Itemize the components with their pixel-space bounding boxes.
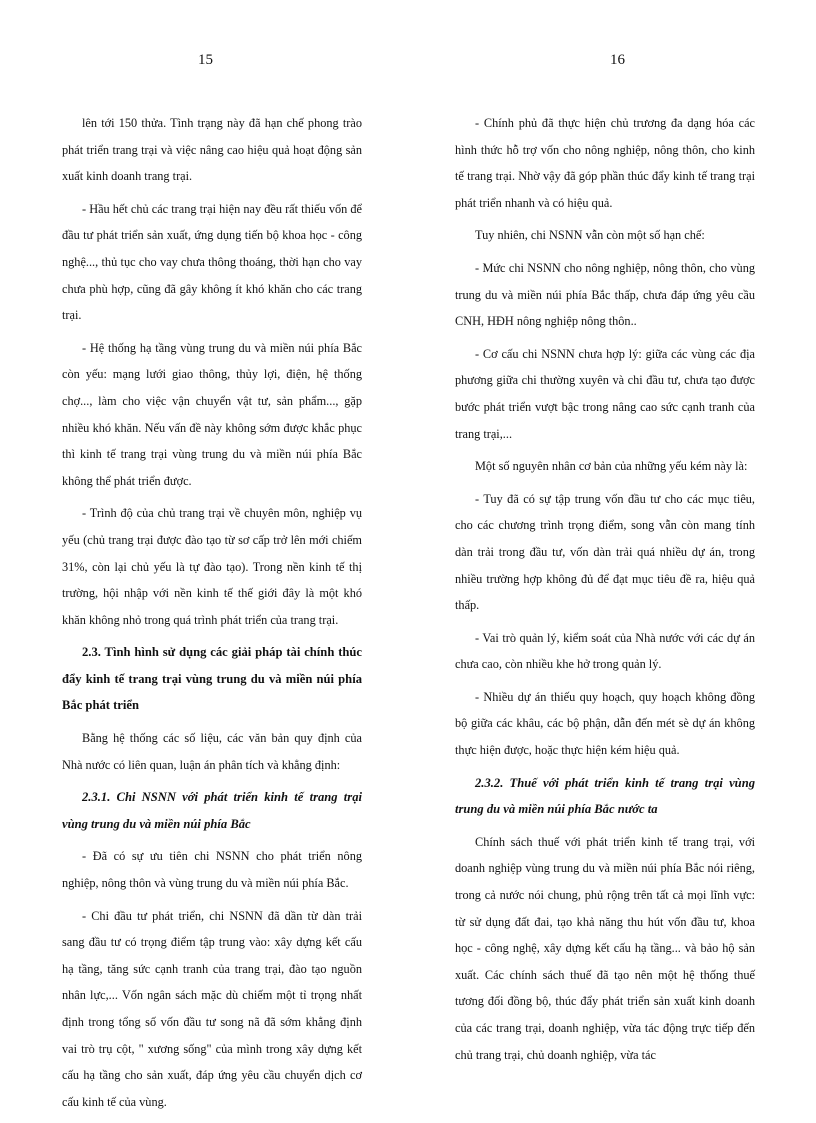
paragraph: Một số nguyên nhân cơ bản của những yếu kém này là: xyxy=(475,459,748,474)
paragraph: - Chi đầu tư phát triển, chi NSNN đã dần từ dàn trải sang đầu tư có trọng điểm tập trung vào: xây dựng kết cấu hạ tầng, tăng sức cạnh tranh của trang trại, đào tạo nguồn nhân lực,... Vốn ngân sách mặc dù chiếm một tỉ trọng nhất định trong tổng số vốn đầu tư song nã đã sớm khẳng định vai trò trụ cột, " xương sống" của mình trong xây dựng kết cấu hạ tầng cho sản xuất, đáp ứng yêu cầu chuyển dịch cơ cấu kinh tế của vùng. xyxy=(62,908,362,1109)
page-number-right: 16 xyxy=(610,52,625,68)
paragraph: - Nhiều dự án thiếu quy hoạch, quy hoạch không đồng bộ giữa các khâu, các bộ phận, dẫn đến mét sè dự án không thực hiện được, hoặc thực hiện kém hiệu quả. xyxy=(455,689,755,758)
paragraph: - Chính phủ đã thực hiện chủ trương đa dạng hóa các hình thức hỗ trợ vốn cho nông nghiệp, nông thôn, cho kinh tế trang trại. Nhờ vậy đã góp phần thúc đẩy kinh tế trang trại phát triển nhanh và có hiệu quả. xyxy=(455,116,755,210)
section-heading: 2.3. Tình hình sử dụng các giải pháp tài chính thúc đẩy kinh tế trang trại vùng trung du và miền núi phía Bắc phát triển xyxy=(62,645,362,713)
paragraph: - Đã có sự ưu tiên chi NSNN cho phát triển nông nghiệp, nông thôn và vùng trung du và miền núi phía Bắc. xyxy=(62,849,362,891)
paragraph: - Hệ thống hạ tầng vùng trung du và miền núi phía Bắc còn yếu: mạng lưới giao thông, thủy lợi, điện, hệ thống chợ..., làm cho việc vận chuyển vật tư, sản phẩm..., gặp nhiều khó khăn. Nếu vấn đề này không sớm được khắc phục thì kinh tế trang trại vùng trung du và miền núi phía Bắc không thể phát triển được. xyxy=(62,340,362,488)
paragraph: - Cơ cấu chi NSNN chưa hợp lý: giữa các vùng các địa phương giữa chi thường xuyên và chi đầu tư, chưa tạo được bước phát triển vượt bậc trong nâng cao sức cạnh tranh của trang trại,... xyxy=(455,346,755,441)
left-column xyxy=(62,110,362,1121)
paragraph: - Tuy đã có sự tập trung vốn đầu tư cho các mục tiêu, cho các chương trình trọng điểm, song vẫn còn mang tính dàn trải trong đầu tư, vốn dàn trải quá nhiều dự án, trong nhiều trường hợp không đủ để đạt mục tiêu đề ra, hiệu quả thấp. xyxy=(455,491,755,613)
paragraph: Bằng hệ thống các số liệu, các văn bản quy định của Nhà nước có liên quan, luận án phân tích và khẳng định: xyxy=(62,731,362,772)
right-column xyxy=(455,110,755,1074)
paragraph: - Hầu hết chủ các trang trại hiện nay đều rất thiếu vốn để đầu tư phát triển sản xuất, ứng dụng tiến bộ khoa học - công nghệ..., thủ tục cho vay chưa thông thoáng, thời hạn cho vay chưa phù hợp, cũng đã gây không ít khó khăn cho các trang trại. xyxy=(62,201,362,323)
subsection-heading: 2.3.2. Thuế với phát triển kinh tế trang trại vùng trung du và miền núi phía Bắc nước ta xyxy=(455,775,755,817)
paragraph: - Vai trò quản lý, kiểm soát của Nhà nước với các dự án chưa cao, còn nhiều khe hở trong quản lý. xyxy=(455,630,755,672)
page-number-left: 15 xyxy=(198,52,213,68)
paragraph: lên tới 150 thửa. Tình trạng này đã hạn chế phong trào phát triển trang trại và việc nâng cao hiệu quả hoạt động sản xuất kinh doanh trang trại. xyxy=(62,116,362,184)
paragraph: Chính sách thuế với phát triển kinh tế trang trại, với doanh nghiệp vùng trung du và miền núi phía Bắc nói riêng, trong cả nước nói chung, phủ rộng trên tất cả mọi lĩnh vực: từ sử dụng đất đai, tạo khả năng thu hút vốn đầu tư, khoa học - công nghệ, xây dựng kết cấu hạ tầng... và bảo hộ sản xuất. Các chính sách thuế đã tạo nên một hệ thống thuế tương đối đồng bộ, thúc đẩy phát triển sản xuất kinh doanh của các trang trại, doanh nghiệp, vừa tác động trực tiếp đến chủ trang trại, chủ doanh nghiệp, vừa tác xyxy=(455,834,755,1062)
subsection-heading: 2.3.1. Chi NSNN với phát triển kinh tế trang trại vùng trung du và miền núi phía Bắc xyxy=(62,790,362,831)
paragraph: Tuy nhiên, chi NSNN vẫn còn một số hạn chế: xyxy=(475,228,705,243)
paragraph: - Mức chi NSNN cho nông nghiệp, nông thôn, cho vùng trung du và miền núi phía Bắc thấp, chưa đáp ứng yêu cầu CNH, HĐH nông nghiệp nông thôn.. xyxy=(455,260,755,329)
paragraph: - Trình độ của chủ trang trại về chuyên môn, nghiệp vụ yếu (chủ trang trại được đào tạo từ sơ cấp trở lên mới chiếm 31%, còn lại chủ yếu là tự đào tạo). Trong nền kinh tế thị trường, hội nhập với nền kinh tế thế giới đây là một khó khăn không nhỏ trong quá trình phát triển của trang trại. xyxy=(62,506,362,627)
